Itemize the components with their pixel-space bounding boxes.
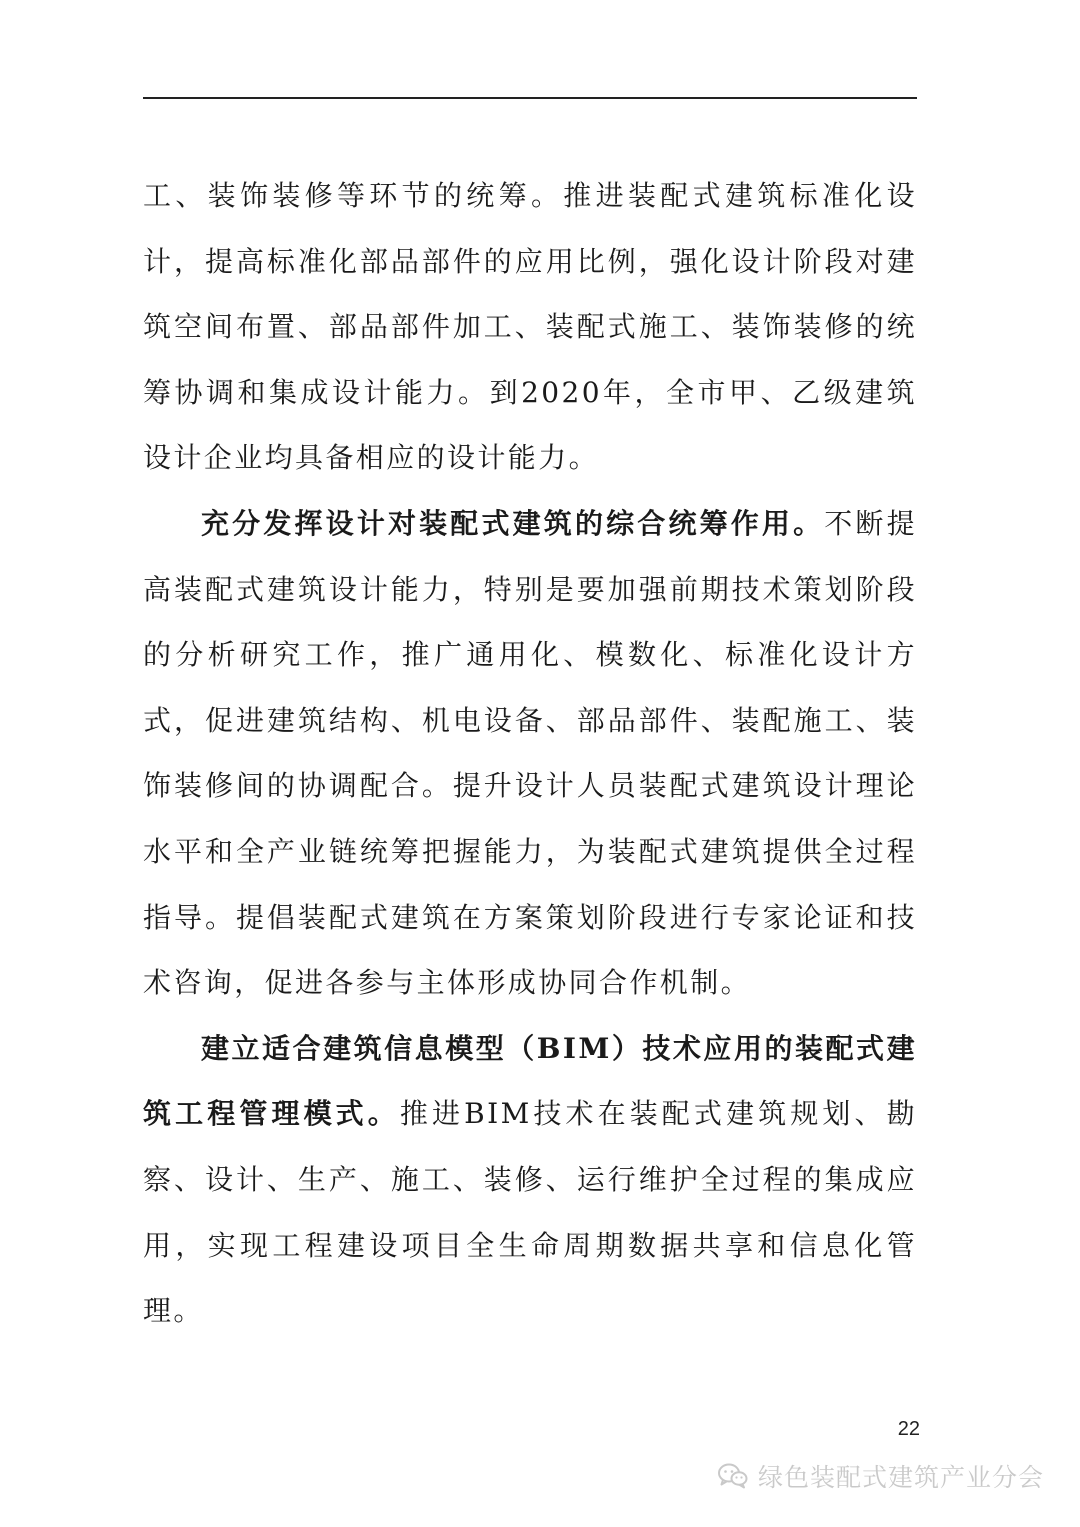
paragraph-2-lead: 充分发挥设计对装配式建筑的综合统筹作用。 <box>201 506 825 540</box>
paragraph-3-text: 推进BIM技术在装配式建筑规划、勘察、设计、生产、施工、装修、运行维护全过程的集成应用，实现工程建设项目全生命周期数据共享和信息化管理。 <box>143 1097 917 1328</box>
paragraph-3-lead: 建立适合建筑信息模型（BIM）技术应用的装配式建筑工程管理模式。 <box>143 1031 917 1131</box>
paragraph-3 <box>143 1016 917 1344</box>
header-rule <box>143 97 917 99</box>
wechat-icon <box>718 1463 748 1489</box>
document-body <box>143 163 917 1344</box>
watermark-text: 绿色装配式建筑产业分会 <box>758 1463 1045 1492</box>
page-number: 22 <box>897 1418 920 1440</box>
paragraph-1-text: 工、装饰装修等环节的统筹。推进装配式建筑标准化设计，提高标准化部品部件的应用比例，强化设计阶段对建筑空间布置、部品部件加工、装配式施工、装饰装修的统筹协调和集成设计能力。到2020年，全市甲、乙级建筑设计企业均具备相应的设计能力。 <box>143 179 917 475</box>
watermark <box>718 1456 1044 1496</box>
paragraph-2 <box>143 491 917 1016</box>
paragraph-2-text: 不断提高装配式建筑设计能力，特别是要加强前期技术策划阶段的分析研究工作，推广通用化、模数化、标准化设计方式，促进建筑结构、机电设备、部品部件、装配施工、装饰装修间的协调配合。提升设计人员装配式建筑设计理论水平和全产业链统筹把握能力，为装配式建筑提供全过程指导。提倡装配式建筑在方案策划阶段进行专家论证和技术咨询，促进各参与主体形成协同合作机制。 <box>143 506 917 1000</box>
paragraph-1 <box>143 163 917 491</box>
